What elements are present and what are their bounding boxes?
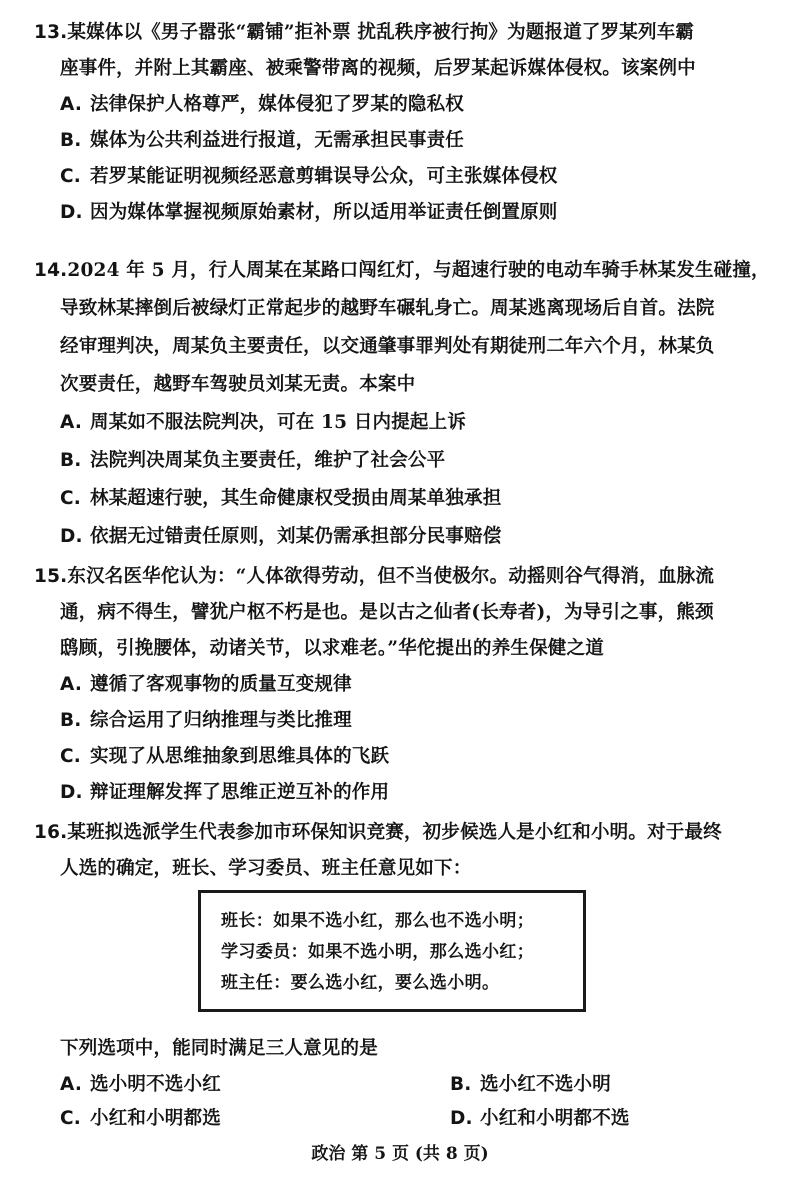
question-13-option-a bbox=[60, 90, 800, 120]
question-15-line-3: 鸱顾，引挽腰体，动诸关节，以求难老。”华佗提出的养生保健之道 bbox=[60, 638, 604, 659]
opinion-box bbox=[198, 890, 586, 1012]
option-key: B. bbox=[60, 710, 82, 731]
opinion-monitor: 班长：如果不选小红，那么也不选小明； bbox=[221, 911, 535, 931]
question-13-option-b bbox=[60, 126, 800, 156]
option-text: 法律保护人格尊严，媒体侵犯了罗某的隐私权 bbox=[90, 94, 465, 115]
question-text: 某班拟选派学生代表参加市环保知识竞赛，初步候选人是小红和小明。对于最终 bbox=[67, 822, 722, 843]
option-key: A. bbox=[60, 1074, 83, 1095]
option-key: D. bbox=[60, 782, 83, 803]
question-number: 15. bbox=[34, 566, 68, 587]
option-text: 实现了从思维抽象到思维具体的飞跃 bbox=[90, 746, 390, 767]
option-text: 媒体为公共利益进行报道，无需承担民事责任 bbox=[90, 130, 465, 151]
question-16-line-1 bbox=[34, 818, 774, 848]
question-16-option-a bbox=[60, 1070, 390, 1100]
option-key: B. bbox=[450, 1074, 472, 1095]
question-13-line-1 bbox=[34, 18, 774, 48]
question-15-line-1 bbox=[34, 562, 774, 592]
question-13-option-d bbox=[60, 198, 800, 228]
question-16-option-d bbox=[450, 1104, 770, 1134]
opinion-study-commissioner: 学习委员：如果不选小明，那么选小红； bbox=[221, 942, 535, 962]
question-text: 2024 年 5 月，行人周某在某路口闯红灯，与超速行驶的电动车骑手林某发生碰撞， bbox=[67, 260, 770, 281]
question-15-option-c bbox=[60, 742, 800, 772]
option-key: D. bbox=[60, 526, 83, 547]
option-key: C. bbox=[60, 166, 82, 187]
question-14-option-a bbox=[60, 408, 800, 438]
question-16-option-c bbox=[60, 1104, 390, 1134]
option-key: C. bbox=[60, 1108, 82, 1129]
question-13-option-c bbox=[60, 162, 800, 192]
option-key: C. bbox=[60, 488, 82, 509]
question-14-option-d bbox=[60, 522, 800, 552]
option-text: 小红和小明都选 bbox=[90, 1108, 221, 1129]
option-key: A. bbox=[60, 412, 83, 433]
question-15-line-2: 通，病不得生，譬犹户枢不朽是也。是以古之仙者(长寿者)，为导引之事，熊颈 bbox=[60, 602, 714, 623]
option-text: 林某超速行驶，其生命健康权受损由周某单独承担 bbox=[90, 488, 502, 509]
question-14-option-c bbox=[60, 484, 800, 514]
question-14-line-2: 导致林某摔倒后被绿灯正常起步的越野车碾轧身亡。周某逃离现场后自首。法院 bbox=[60, 298, 715, 319]
option-text: 综合运用了归纳推理与类比推理 bbox=[90, 710, 352, 731]
option-text: 选小红不选小明 bbox=[480, 1074, 611, 1095]
question-text: 东汉名医华佗认为：“人体欲得劳动，但不当使极尔。动摇则谷气得消，血脉流 bbox=[67, 566, 715, 587]
option-text: 因为媒体掌握视频原始素材，所以适用举证责任倒置原则 bbox=[90, 202, 558, 223]
option-key: B. bbox=[60, 450, 82, 471]
question-text: 某媒体以《男子嚣张“霸铺”拒补票 扰乱秩序被行拘》为题报道了罗某列车霸 bbox=[67, 22, 695, 43]
option-text: 若罗某能证明视频经恶意剪辑误导公众，可主张媒体侵权 bbox=[90, 166, 558, 187]
question-13-line-2: 座事件，并附上其霸座、被乘警带离的视频，后罗某起诉媒体侵权。该案例中 bbox=[60, 58, 696, 79]
question-16-option-b bbox=[450, 1070, 770, 1100]
option-text: 法院判决周某负主要责任，维护了社会公平 bbox=[90, 450, 446, 471]
question-14-option-b bbox=[60, 446, 800, 476]
option-text: 选小明不选小红 bbox=[90, 1074, 221, 1095]
option-key: A. bbox=[60, 674, 83, 695]
question-number: 16. bbox=[34, 822, 68, 843]
option-key: A. bbox=[60, 94, 83, 115]
option-key: C. bbox=[60, 746, 82, 767]
question-15-option-a bbox=[60, 670, 800, 700]
option-key: D. bbox=[450, 1108, 473, 1129]
option-text: 小红和小明都不选 bbox=[480, 1108, 630, 1129]
option-key: B. bbox=[60, 130, 82, 151]
question-15-option-d bbox=[60, 778, 800, 808]
question-number: 14. bbox=[34, 260, 68, 281]
question-16-prompt: 下列选项中，能同时满足三人意见的是 bbox=[60, 1038, 378, 1059]
opinion-head-teacher: 班主任：要么选小红，要么选小明。 bbox=[221, 973, 500, 993]
option-text: 遵循了客观事物的质量互变规律 bbox=[90, 674, 352, 695]
question-16-line-2: 人选的确定，班长、学习委员、班主任意见如下： bbox=[60, 858, 472, 879]
question-number: 13. bbox=[34, 22, 68, 43]
question-15-option-b bbox=[60, 706, 800, 736]
question-14-line-1 bbox=[34, 256, 774, 286]
option-key: D. bbox=[60, 202, 83, 223]
option-text: 周某如不服法院判决，可在 15 日内提起上诉 bbox=[90, 412, 467, 433]
question-14-line-3: 经审理判决，周某负主要责任，以交通肇事罪判处有期徒刑二年六个月，林某负 bbox=[60, 336, 715, 357]
question-14-line-4: 次要责任，越野车驾驶员刘某无责。本案中 bbox=[60, 374, 416, 395]
option-text: 辩证理解发挥了思维正逆互补的作用 bbox=[90, 782, 390, 803]
option-text: 依据无过错责任原则，刘某仍需承担部分民事赔偿 bbox=[90, 526, 502, 547]
page-footer: 政治 第 5 页 (共 8 页) bbox=[311, 1144, 489, 1164]
